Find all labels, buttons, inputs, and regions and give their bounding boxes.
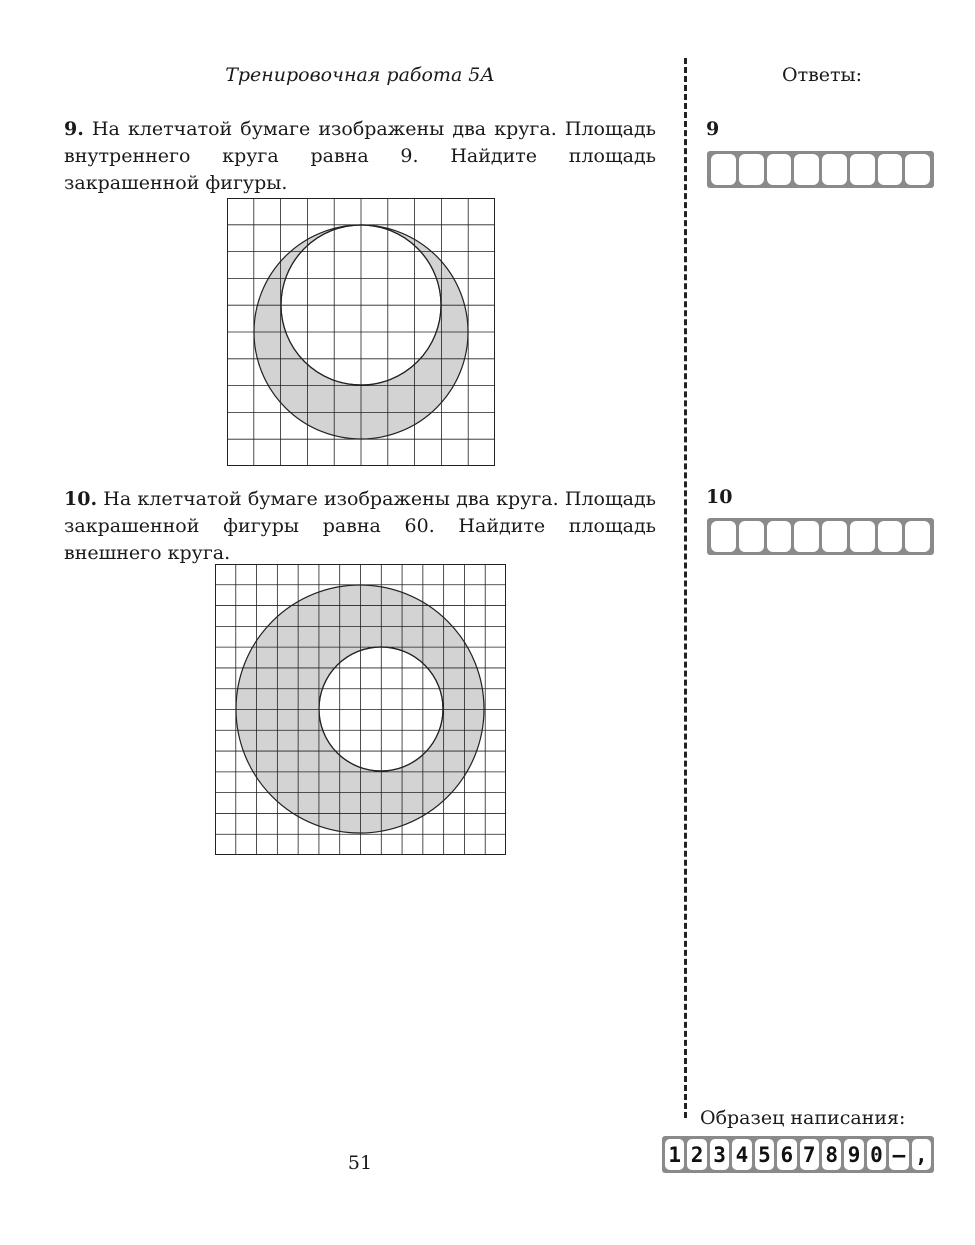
sample-char: 7 <box>800 1139 819 1170</box>
answer-9-cell[interactable] <box>905 154 930 185</box>
task-9-text <box>64 116 656 197</box>
answer-10-cell[interactable] <box>711 521 736 552</box>
sample-writing-label: Образец написания: <box>700 1107 906 1129</box>
answers-column-title: Ответы: <box>782 64 863 86</box>
sample-char: 6 <box>777 1139 796 1170</box>
sample-char: 5 <box>755 1139 774 1170</box>
task-9-number: 9. <box>64 118 84 140</box>
answer-9-cell[interactable] <box>794 154 819 185</box>
sample-char: 8 <box>822 1139 841 1170</box>
answer-10-label: 10 <box>706 486 733 508</box>
sample-char: 1 <box>665 1139 684 1170</box>
answer-9-field[interactable] <box>707 151 934 188</box>
task-9-figure <box>227 198 495 466</box>
page-number: 51 <box>347 1152 373 1174</box>
answer-10-cell[interactable] <box>850 521 875 552</box>
task-9-body: На клетчатой бумаге изображены два круга. Площадь внутреннего круга равна 9. Найдите площадь закрашенной фигуры. <box>64 118 656 194</box>
page-header-title: Тренировочная работа 5А <box>225 64 495 86</box>
answer-9-cell[interactable] <box>878 154 903 185</box>
task-10-body: На клетчатой бумаге изображены два круга. Площадь закрашенной фигуры равна 60. Найдите площадь внешнего круга. <box>64 488 656 564</box>
answer-9-cell[interactable] <box>767 154 792 185</box>
sample-char: , <box>912 1139 931 1170</box>
column-divider <box>684 58 687 1118</box>
sample-char: 0 <box>867 1139 886 1170</box>
answer-10-cell[interactable] <box>794 521 819 552</box>
answer-10-cell[interactable] <box>905 521 930 552</box>
task-10-figure <box>215 564 506 855</box>
sample-char: 3 <box>710 1139 729 1170</box>
answer-10-cell[interactable] <box>878 521 903 552</box>
answer-9-cell[interactable] <box>739 154 764 185</box>
task-10-number: 10. <box>64 488 98 510</box>
task-10-text <box>64 486 656 567</box>
answer-10-cell[interactable] <box>822 521 847 552</box>
answer-10-field[interactable] <box>707 518 934 555</box>
answer-10-cell[interactable] <box>767 521 792 552</box>
answer-9-cell[interactable] <box>711 154 736 185</box>
answer-9-cell[interactable] <box>850 154 875 185</box>
sample-char: 2 <box>687 1139 706 1170</box>
answer-9-label: 9 <box>706 118 720 140</box>
sample-writing-box <box>662 1136 934 1173</box>
answer-9-cell[interactable] <box>822 154 847 185</box>
answer-10-cell[interactable] <box>739 521 764 552</box>
sample-char: 4 <box>732 1139 751 1170</box>
sample-char: – <box>889 1139 908 1170</box>
sample-char: 9 <box>844 1139 863 1170</box>
